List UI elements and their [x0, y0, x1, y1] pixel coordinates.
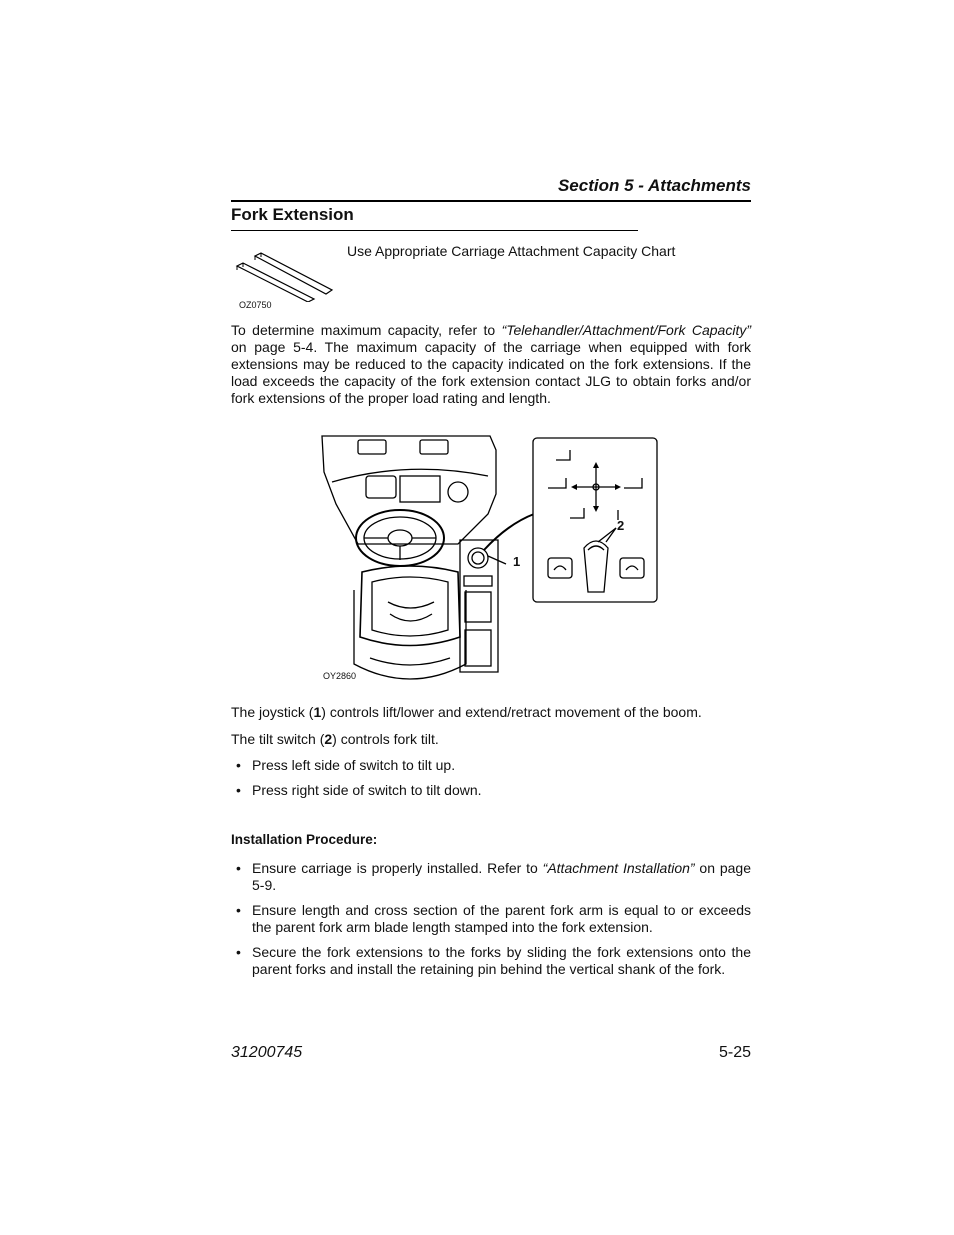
cab-controls-illustration	[318, 432, 663, 690]
header-rule	[231, 200, 751, 202]
section-header: Section 5 - Attachments	[557, 176, 751, 195]
figure1-code: OZ0750	[239, 300, 272, 310]
list-item: • Ensure length and cross section of the parent fork arm is equal to or exceeds the parent fork arm blade length stamped into the fork extension.	[236, 902, 751, 935]
joystick-text: The joystick (1) controls lift/lower and extend/retract movement of the boom.	[231, 704, 702, 720]
page-title: Fork Extension	[231, 205, 354, 224]
installation-heading: Installation Procedure:	[231, 832, 378, 847]
list-item: • Press right side of switch to tilt down.	[236, 782, 482, 798]
tilt-text: The tilt switch (2) controls fork tilt.	[231, 731, 439, 747]
fork-extension-illustration	[233, 250, 338, 302]
intro-paragraph: To determine maximum capacity, refer to “Telehandler/Attachment/Fork Capacity” on page 5-4. The maximum capacity of the carriage when equipped with fork extensions may be reduced to the capacity indicated on the fork extensions. If the load exceeds the capacity of the fork extension contact JLG to obtain forks and/or fork extensions of the proper load rating and length.	[231, 322, 751, 406]
capacity-reference: “Telehandler/Attachment/Fork Capacity”	[501, 322, 751, 338]
page-number: 5-25	[718, 1044, 751, 1061]
capacity-note: Use Appropriate Carriage Attachment Capacity Chart	[347, 243, 676, 259]
document-number: 31200745	[231, 1044, 303, 1061]
list-item: • Ensure carriage is properly installed. Refer to “Attachment Installation” on page 5-9.	[236, 860, 751, 893]
callout-1: 1	[513, 554, 521, 569]
title-rule	[231, 230, 638, 231]
figure2-code: OY2860	[323, 671, 357, 681]
installation-reference: “Attachment Installation”	[542, 860, 695, 876]
callout-2: 2	[617, 518, 625, 533]
list-item: • Press left side of switch to tilt up.	[236, 757, 456, 773]
list-item: • Secure the fork extensions to the forks by sliding the fork extensions onto the parent forks and install the retaining pin behind the vertical shank of the fork.	[236, 944, 751, 977]
